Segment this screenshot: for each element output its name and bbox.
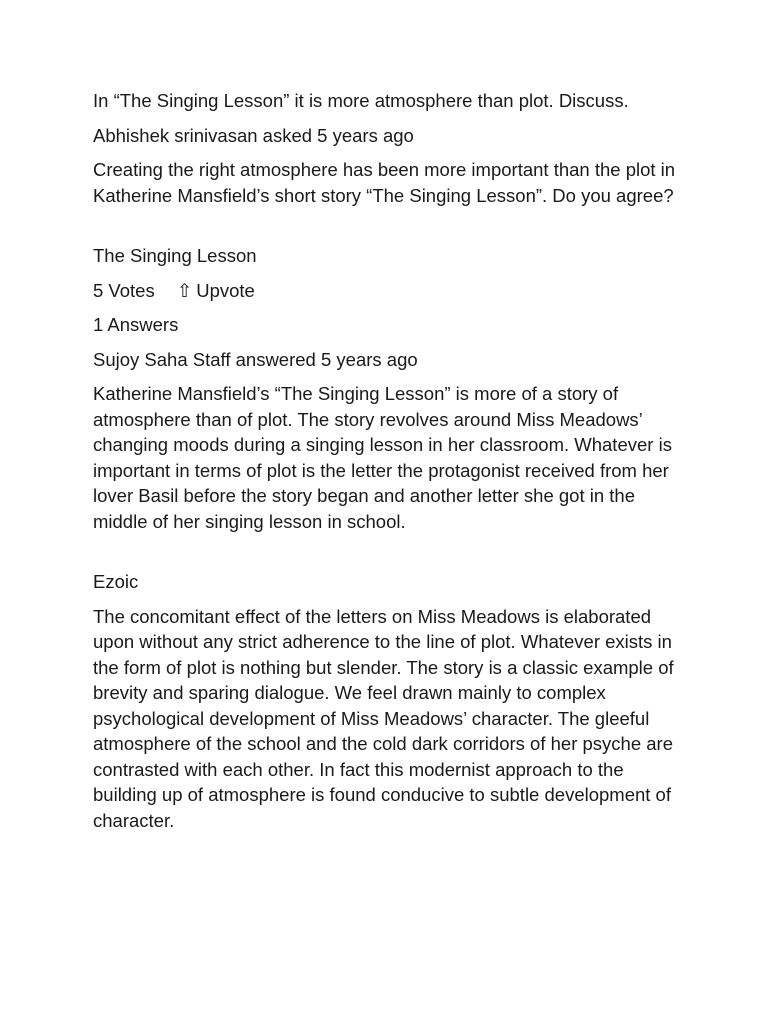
- upvote-label: Upvote: [196, 279, 255, 301]
- upvote-arrow-icon: ⇧: [176, 279, 193, 301]
- upvote-button[interactable]: [177, 278, 255, 304]
- question-asked-by: Abhishek srinivasan asked 5 years ago: [93, 124, 414, 146]
- votes-count: 5 Votes: [93, 279, 155, 301]
- answer-paragraph-2: The concomitant effect of the letters on Miss Meadows is elaborated upon without any strict adherence to the line of plot. Whatever exists in the form of plot is nothing but slender. The story is a classic example of brevity and sparing dialogue. We feel drawn mainly to complex psychological development of Miss Meadows’ character. The gleeful atmosphere of the school and the cold dark corridors of her psyche are contrasted with each other. In fact this modernist approach to the building up of atmosphere is found conducive to subtle development of character.: [93, 605, 674, 831]
- votes-row: [93, 278, 678, 304]
- question-body: Creating the right atmosphere has been more important than the plot in Katherine Mansfield’s short story “The Singing Lesson”. Do you agree?: [93, 159, 676, 206]
- document-page: [93, 88, 678, 842]
- answer-paragraph-1: Katherine Mansfield’s “The Singing Lesson” is more of a story of atmosphere than of plot. The story revolves around Miss Meadows’ changing moods during a singing lesson in her classroom. Whatever is important in terms of plot is the letter the protagonist received from her lover Basil before the story began and another letter she got in the middle of her singing lesson in school.: [93, 383, 672, 532]
- answers-count: 1 Answers: [93, 314, 179, 335]
- question-title: In “The Singing Lesson” it is more atmosphere than plot. Discuss.: [93, 90, 629, 111]
- topic-tag[interactable]: The Singing Lesson: [93, 245, 257, 266]
- ad-label: Ezoic: [93, 571, 139, 592]
- answer-byline: Sujoy Saha Staff answered 5 years ago: [93, 348, 418, 370]
